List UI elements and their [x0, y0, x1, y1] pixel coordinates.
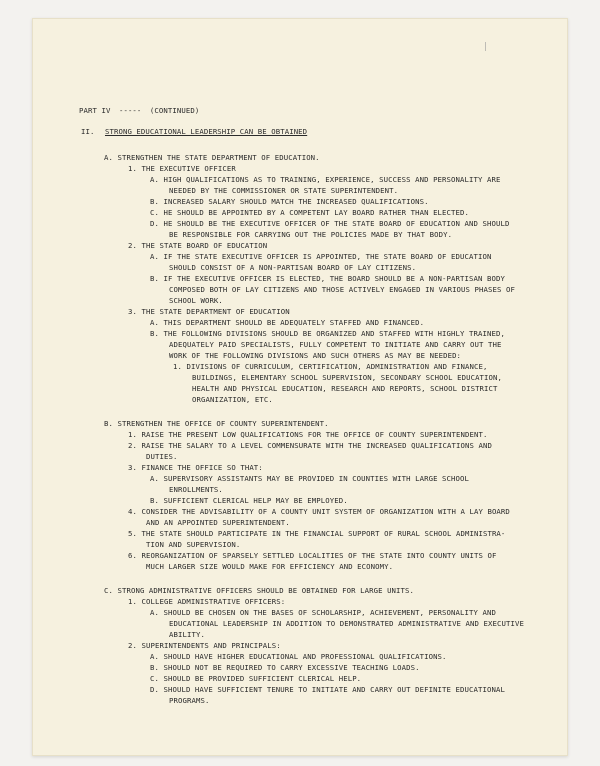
a1-item-d: D. HE SHOULD BE THE EXECUTIVE OFFICER OF THE STATE BOARD OF EDUCATION AND SHOULD	[150, 219, 510, 228]
section-title: STRONG EDUCATIONAL LEADERSHIP CAN BE OBTAINED	[104, 127, 308, 136]
a3-item-b-cont1: ADEQUATELY PAID SPECIALISTS, FULLY COMPETENT TO INITIATE AND CARRY OUT THE	[169, 340, 502, 349]
a3-sub-1: 1. DIVISIONS OF CURRICULUM, CERTIFICATION, ADMINISTRATION AND FINANCE,	[173, 362, 488, 371]
section-numeral: II.	[81, 127, 95, 136]
c-item-2-d: D. SHOULD HAVE SUFFICIENT TENURE TO INITIATE AND CARRY OUT DEFINITE EDUCATIONAL	[150, 685, 505, 694]
a2-item-a: A. IF THE STATE EXECUTIVE OFFICER IS APPOINTED, THE STATE BOARD OF EDUCATION	[150, 252, 492, 261]
a2-item-a-cont: SHOULD CONSIST OF A NON-PARTISAN BOARD OF LAY CITIZENS.	[169, 263, 417, 272]
c-item-2-c: C. SHOULD BE PROVIDED SUFFICIENT CLERICAL HELP.	[150, 674, 362, 683]
a2-item-b-cont1: COMPOSED BOTH OF LAY CITIZENS AND THOSE ACTIVELY ENGAGED IN VARIOUS PHASES OF	[169, 285, 515, 294]
part-label: PART IV	[79, 106, 111, 115]
b-item-2-cont: DUTIES.	[146, 452, 178, 461]
part-continued: (CONTINUED)	[149, 106, 200, 115]
c-item-1-a-cont1: EDUCATIONAL LEADERSHIP IN ADDITION TO DEMONSTRATED ADMINISTRATIVE AND EXECUTIVE	[169, 619, 524, 628]
c-item-2-d-cont: PROGRAMS.	[169, 696, 210, 705]
c-item-2-a: A. SHOULD HAVE HIGHER EDUCATIONAL AND PROFESSIONAL QUALIFICATIONS.	[150, 652, 447, 661]
a2-item-b: B. IF THE EXECUTIVE OFFICER IS ELECTED, THE BOARD SHOULD BE A NON-PARTISAN BODY	[150, 274, 505, 283]
c-item-1: 1. COLLEGE ADMINISTRATIVE OFFICERS:	[128, 597, 286, 606]
c-heading: C. STRONG ADMINISTRATIVE OFFICERS SHOULD BE OBTAINED FOR LARGE UNITS.	[104, 586, 415, 595]
b-item-1: 1. RAISE THE PRESENT LOW QUALIFICATIONS FOR THE OFFICE OF COUNTY SUPERINTENDENT.	[128, 430, 488, 439]
a3-sub-1-cont3: ORGANIZATION, ETC.	[192, 395, 273, 404]
part-dashes: -----	[118, 106, 142, 115]
a2-heading: 2. THE STATE BOARD OF EDUCATION	[128, 241, 268, 250]
b-item-3: 3. FINANCE THE OFFICE SO THAT:	[128, 463, 263, 472]
a1-item-a: A. HIGH QUALIFICATIONS AS TO TRAINING, EXPERIENCE, SUCCESS AND PERSONALITY ARE	[150, 175, 501, 184]
c-item-2: 2. SUPERINTENDENTS AND PRINCIPALS:	[128, 641, 281, 650]
a3-item-b-cont2: WORK OF THE FOLLOWING DIVISIONS AND SUCH OTHERS AS MAY BE NEEDED:	[169, 351, 462, 360]
a1-item-c: C. HE SHOULD BE APPOINTED BY A COMPETENT LAY BOARD RATHER THAN ELECTED.	[150, 208, 470, 217]
a2-item-b-cont2: SCHOOL WORK.	[169, 296, 223, 305]
a3-item-b: B. THE FOLLOWING DIVISIONS SHOULD BE ORGANIZED AND STAFFED WITH HIGHLY TRAINED,	[150, 329, 505, 338]
a3-sub-1-cont2: HEALTH AND PHYSICAL EDUCATION, RESEARCH AND REPORTS, SCHOOL DISTRICT	[192, 384, 498, 393]
b-item-4: 4. CONSIDER THE ADVISABILITY OF A COUNTY UNIT SYSTEM OF ORGANIZATION WITH A LAY BOARD	[128, 507, 510, 516]
a1-item-b: B. INCREASED SALARY SHOULD MATCH THE INCREASED QUALIFICATIONS.	[150, 197, 429, 206]
a-heading: A. STRENGTHEN THE STATE DEPARTMENT OF EDUCATION.	[104, 153, 320, 162]
b-item-2: 2. RAISE THE SALARY TO A LEVEL COMMENSURATE WITH THE INCREASED QUALIFICATIONS AND	[128, 441, 492, 450]
b-item-3-b: B. SUFFICIENT CLERICAL HELP MAY BE EMPLOYED.	[150, 496, 348, 505]
b-item-5: 5. THE STATE SHOULD PARTICIPATE IN THE FINANCIAL SUPPORT OF RURAL SCHOOL ADMINISTRA-	[128, 529, 506, 538]
a3-heading: 3. THE STATE DEPARTMENT OF EDUCATION	[128, 307, 290, 316]
part-header	[79, 106, 199, 115]
b-item-3-a-cont: ENROLLMENTS.	[169, 485, 223, 494]
b-item-6-cont: MUCH LARGER SIZE WOULD MAKE FOR EFFICIENCY AND ECONOMY.	[146, 562, 394, 571]
c-item-1-a: A. SHOULD BE CHOSEN ON THE BASES OF SCHOLARSHIP, ACHIEVEMENT, PERSONALITY AND	[150, 608, 496, 617]
a1-item-d-cont: BE RESPONSIBLE FOR CARRYING OUT THE POLICIES MADE BY THAT BODY.	[169, 230, 453, 239]
b-heading: B. STRENGTHEN THE OFFICE OF COUNTY SUPERINTENDENT.	[104, 419, 329, 428]
c-item-1-a-cont2: ABILITY.	[169, 630, 205, 639]
b-item-3-a: A. SUPERVISORY ASSISTANTS MAY BE PROVIDED IN COUNTIES WITH LARGE SCHOOL	[150, 474, 470, 483]
section-heading	[81, 127, 307, 136]
b-item-5-cont: TION AND SUPERVISION.	[146, 540, 241, 549]
b-item-4-cont: AND AN APPOINTED SUPERINTENDENT.	[146, 518, 290, 527]
a1-item-a-cont: NEEDED BY THE COMMISSIONER OR STATE SUPERINTENDENT.	[169, 186, 399, 195]
a3-sub-1-cont1: BUILDINGS, ELEMENTARY SCHOOL SUPERVISION, SECONDARY SCHOOL EDUCATION,	[192, 373, 503, 382]
c-item-2-b: B. SHOULD NOT BE REQUIRED TO CARRY EXCESSIVE TEACHING LOADS.	[150, 663, 420, 672]
a1-heading: 1. THE EXECUTIVE OFFICER	[128, 164, 236, 173]
b-item-6: 6. REORGANIZATION OF SPARSELY SETTLED LOCALITIES OF THE STATE INTO COUNTY UNITS OF	[128, 551, 497, 560]
a3-item-a: A. THIS DEPARTMENT SHOULD BE ADEQUATELY STAFFED AND FINANCED.	[150, 318, 425, 327]
